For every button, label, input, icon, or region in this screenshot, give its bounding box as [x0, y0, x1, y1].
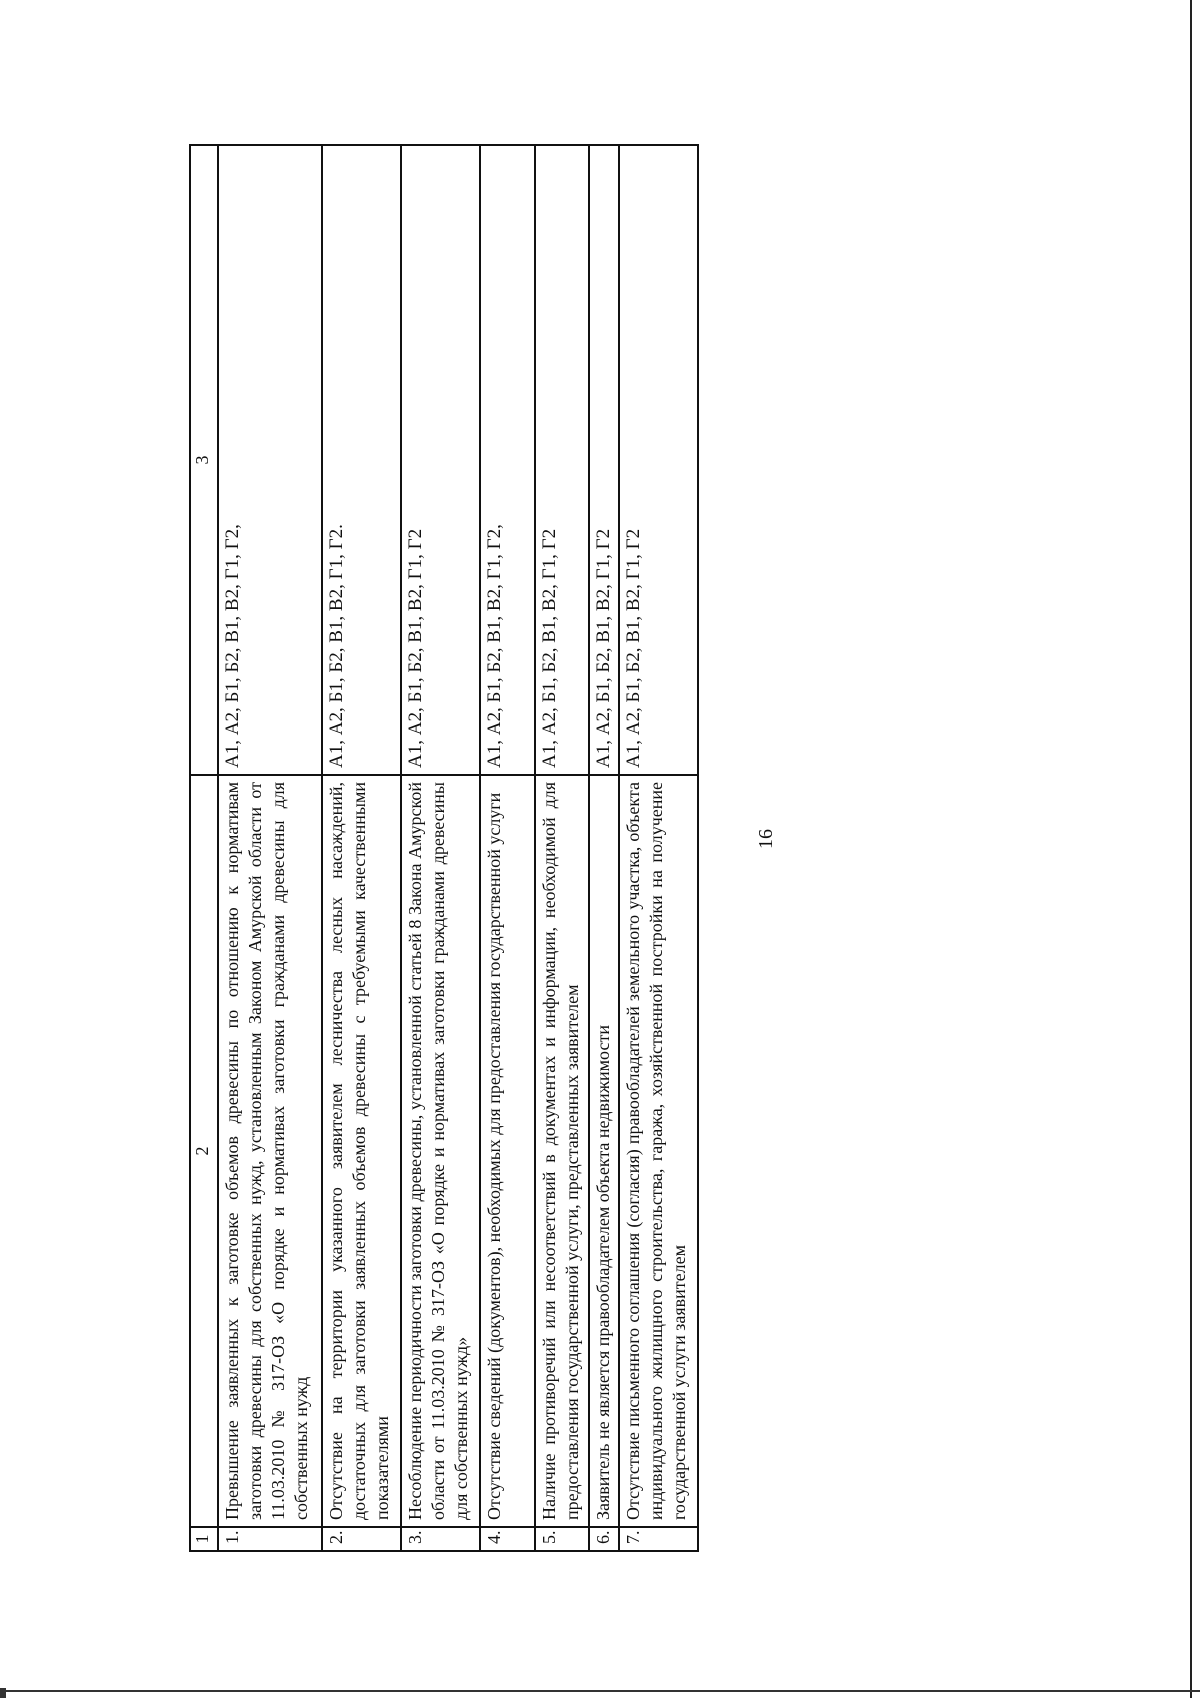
table-row [535, 145, 589, 1551]
row-categories: А1, А2, Б1, Б2, В1, В2, Г1, Г2 [401, 145, 480, 775]
row-categories: А1, А2, Б1, Б2, В1, В2, Г1, Г2. [322, 145, 401, 775]
table-header-row [190, 145, 218, 1551]
row-number: 5. [535, 1527, 589, 1551]
header-col-1: 1 [190, 1527, 218, 1551]
scan-edge-right [1190, 0, 1192, 1698]
row-number: 3. [401, 1527, 480, 1551]
table-row [480, 145, 534, 1551]
table-row [589, 145, 619, 1551]
row-reason: Заявитель не является правообладателем объекта недвижимости [589, 775, 619, 1527]
row-reason: Отсутствие на территории указанного заявителем лесничества лесных насаждений, достаточных для заготовки заявленных объемов древесины с требуемыми качественными показателями [322, 775, 401, 1527]
table-row [218, 145, 322, 1551]
page-number: 16 [755, 829, 777, 849]
row-number: 4. [480, 1527, 534, 1551]
table-row [401, 145, 480, 1551]
table-row [619, 145, 698, 1551]
scan-edge-corner [0, 1688, 6, 1698]
row-reason: Отсутствие сведений (документов), необходимых для предоставления государственной услуги [480, 775, 534, 1527]
row-categories: А1, А2, Б1, Б2, В1, В2, Г1, Г2 [619, 145, 698, 775]
table-row [322, 145, 401, 1551]
row-reason: Превышение заявленных к заготовке объемов древесины по отношению к нормативам заготовки древесины для собственных нужд, установленным Законом Амурской области от 11.03.2010 № 317-ОЗ «О порядке и нормативах заготовки гражданами древесины для собственных нужд [218, 775, 322, 1527]
row-categories: А1, А2, Б1, Б2, В1, В2, Г1, Г2, [218, 145, 322, 775]
row-number: 6. [589, 1527, 619, 1551]
refusal-grounds-table-wrapper [189, 144, 699, 1552]
row-number: 1. [218, 1527, 322, 1551]
row-categories: А1, А2, Б1, Б2, В1, В2, Г1, Г2 [535, 145, 589, 775]
header-col-2: 2 [190, 775, 218, 1527]
row-reason: Наличие противоречий или несоответствий в документах и информации, необходимой для предоставления государственной услуги, представленных заявителем [535, 775, 589, 1527]
row-number: 2. [322, 1527, 401, 1551]
row-reason: Отсутствие письменного соглашения (согласия) правообладателей земельного участка, объекта индивидуального жилищного строительства, гаража, хозяйственной постройки на получение государственной услуги заявителем [619, 775, 698, 1527]
row-categories: А1, А2, Б1, Б2, В1, В2, Г1, Г2, [480, 145, 534, 775]
row-number: 7. [619, 1527, 698, 1551]
refusal-grounds-table [189, 144, 699, 1552]
scan-edge-bottom [0, 1690, 1200, 1692]
row-reason: Несоблюдение периодичности заготовки древесины, установленной статьей 8 Закона Амурской области от 11.03.2010 № 317-ОЗ «О порядке и нормативах заготовки гражданами древесины для собственных нужд» [401, 775, 480, 1527]
header-col-3: 3 [190, 145, 218, 775]
row-categories: А1, А2, Б1, Б2, В1, В2, Г1, Г2 [589, 145, 619, 775]
